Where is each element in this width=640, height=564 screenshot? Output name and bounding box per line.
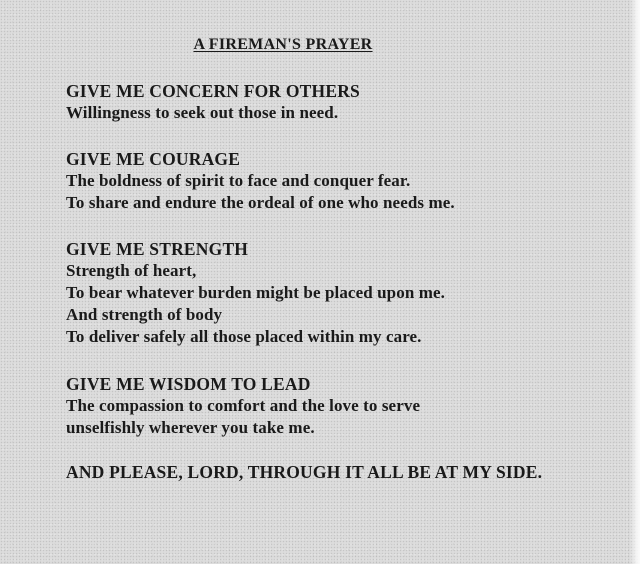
section-line: Willingness to seek out those in need. [66,103,339,122]
paper-edge [630,0,640,564]
section-line: Strength of heart, [66,261,197,280]
section-line: unselfishly wherever you take me. [66,418,315,437]
closing-line: AND PLEASE, LORD, THROUGH IT ALL BE AT MY SIDE. [66,462,543,482]
section-strength [66,238,445,348]
section-wisdom [66,373,420,439]
section-line: To share and endure the ordeal of one who needs me. [66,193,455,212]
page-title: A FIREMAN'S PRAYER [193,36,373,53]
section-heading: GIVE ME WISDOM TO LEAD [66,374,311,394]
section-line: The boldness of spirit to face and conquer fear. [66,171,411,190]
section-heading: GIVE ME STRENGTH [66,239,249,259]
section-concern [66,80,360,124]
section-heading: GIVE ME CONCERN FOR OTHERS [66,81,360,101]
section-heading: GIVE ME COURAGE [66,149,241,169]
section-line: And strength of body [66,305,223,324]
section-courage [66,148,455,214]
section-line: To deliver safely all those placed within my care. [66,327,422,346]
section-line: To bear whatever burden might be placed upon me. [66,283,445,302]
section-line: The compassion to comfort and the love to serve [66,396,421,415]
